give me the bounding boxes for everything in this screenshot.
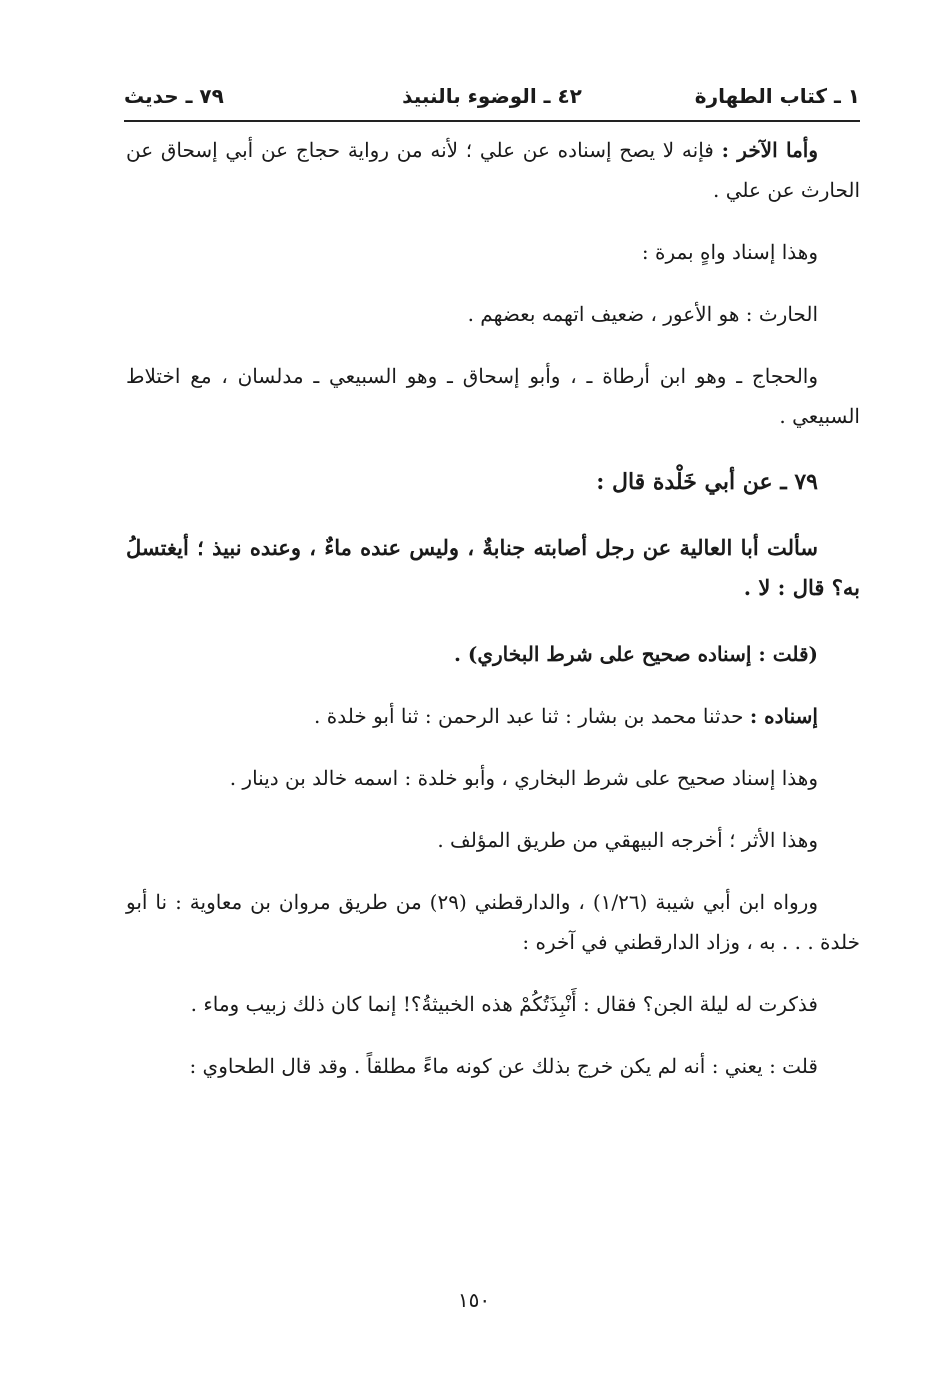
hadith-text: سألت أبا العالية عن رجل أصابته جنابةٌ ، وليس عنده ماءٌ ، وعنده نبيذ ؛ أيغتسلُ به؟ قال : لا . [126, 535, 860, 600]
paragraph-4: والحجاج ـ وهو ابن أرطاة ـ ، وأبو إسحاق ـ وهو السبيعي ـ مدلسان ، مع اختلاط السبيعي . [126, 364, 860, 428]
header-divider [124, 120, 860, 122]
isnad-paragraph [126, 696, 860, 736]
paragraph-2: وهذا إسناد واهٍ بمرة : [641, 240, 818, 264]
paragraph-10: وهذا الأثر ؛ أخرجه البيهقي من طريق المؤلف . [437, 828, 818, 852]
running-header [124, 84, 860, 118]
paragraph-13: قلت : يعني : أنه لم يكن خرج بذلك عن كونه ماءً مطلقاً . وقد قال الطحاوي : [189, 1054, 818, 1078]
paragraph-11: ورواه ابن أبي شيبة (١/٢٦) ، والدارقطني (٢٩) من طريق مروان بن معاوية : نا أبو خلدة . . . به ، وزاد الدارقطني في آخره : [126, 890, 860, 954]
paragraph-1-text: فإنه لا يصح إسناده عن علي ؛ لأنه من رواية حجاج عن أبي إسحاق عن الحارث عن علي . [126, 138, 860, 202]
header-hadith-number: ٧٩ ـ حديث [124, 84, 224, 108]
paragraph-3: الحارث : هو الأعور ، ضعيف اتهمه بعضهم . [467, 302, 818, 326]
grading-note: (قلت : إسناده صحيح على شرط البخاري) . [453, 642, 818, 666]
page-number: ١٥٠ [457, 1288, 491, 1312]
header-chapter-title: ٤٢ ـ الوضوء بالنبيذ [402, 84, 582, 108]
isnad-text: حدثنا محمد بن بشار : ثنا عبد الرحمن : ثنا أبو خلدة . [314, 704, 750, 728]
isnad-lead: إسناده : [749, 704, 818, 728]
header-book-title: ١ ـ كتاب الطهارة [694, 84, 860, 108]
paragraph-1-lead: وأما الآخر : [721, 138, 818, 162]
paragraph-9: وهذا إسناد صحيح على شرط البخاري ، وأبو خلدة : اسمه خالد بن دينار . [229, 766, 818, 790]
paragraph-12: فذكرت له ليلة الجن؟ فقال : أَنْبِذَتُكُمْ هذه الخبيثةُ؟! إنما كان ذلك زبيب وماء . [190, 992, 818, 1016]
paragraph-1 [126, 130, 860, 210]
page-body [126, 130, 860, 1108]
hadith-heading: ٧٩ ـ عن أبي خَلْدة قال : [596, 469, 818, 495]
